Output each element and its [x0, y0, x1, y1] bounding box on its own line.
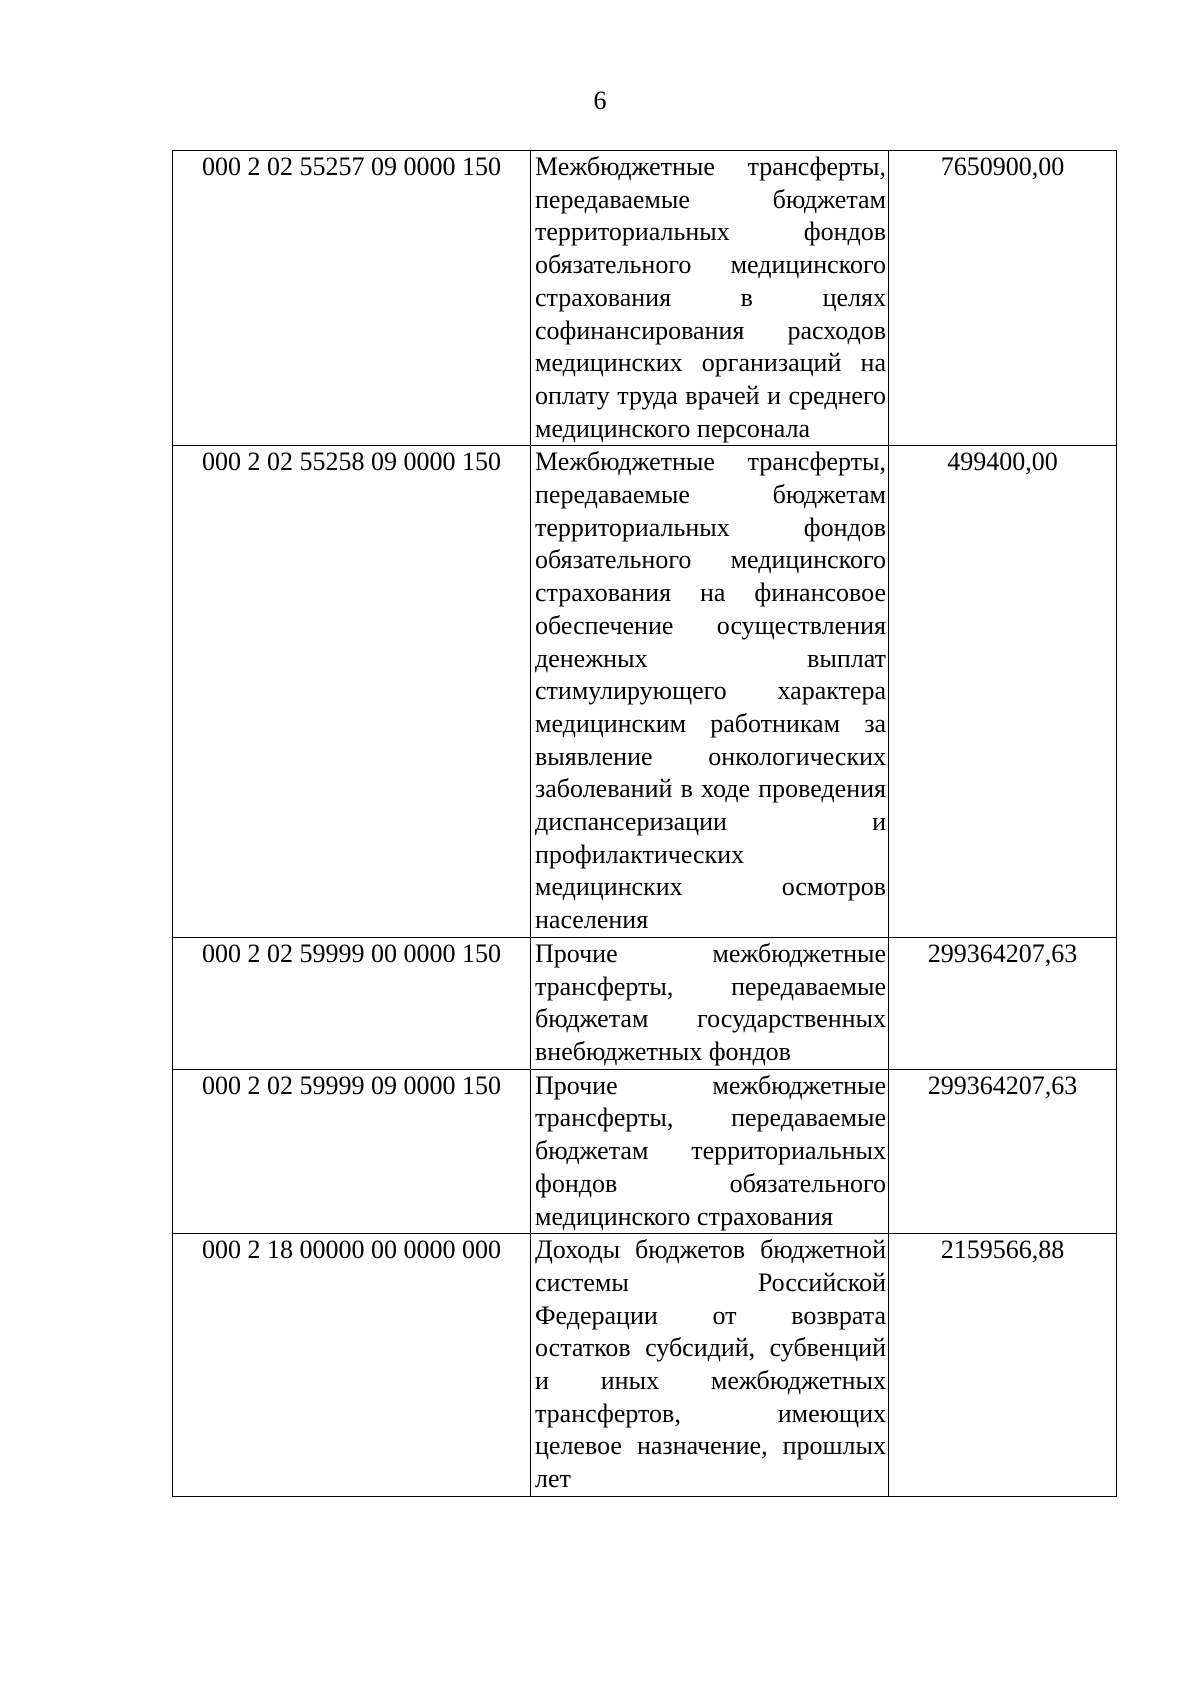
- revenue-name: Доходы бюджетов бюджетной системы Российской Федерации от возврата остатков субсидий, субвенций и иных межбюджетных трансфертов, имеющих целевое назначение, прошлых лет: [531, 1234, 889, 1497]
- table-row: [173, 151, 1117, 446]
- amount-value: 299364207,63: [889, 937, 1117, 1069]
- table-row: [173, 1234, 1117, 1497]
- revenue-name: Межбюджетные трансферты, передаваемые бюджетам территориальных фондов обязательного медицинского страхования в целях софинансирования расходов медицинских организаций на оплату труда врачей и среднего медицинского персонала: [531, 151, 889, 446]
- amount-value: 499400,00: [889, 446, 1117, 938]
- revenue-name: Прочие межбюджетные трансферты, передаваемые бюджетам территориальных фондов обязательного медицинского страхования: [531, 1069, 889, 1234]
- budget-classification-code: 000 2 02 55257 09 0000 150: [173, 151, 531, 446]
- table-row: [173, 937, 1117, 1069]
- table-row: [173, 446, 1117, 938]
- amount-value: 2159566,88: [889, 1234, 1117, 1497]
- revenue-name: Межбюджетные трансферты, передаваемые бюджетам территориальных фондов обязательного медицинского страхования на финансовое обеспечение осуществления денежных выплат стимулирующего характера медицинским работникам за выявление онкологических заболеваний в ходе проведения диспансеризации и профилактических медицинских осмотров населения: [531, 446, 889, 938]
- budget-classification-code: 000 2 02 55258 09 0000 150: [173, 446, 531, 938]
- budget-revenue-table: [172, 150, 1117, 1497]
- amount-value: 299364207,63: [889, 1069, 1117, 1234]
- page-number: 6: [593, 86, 607, 115]
- budget-classification-code: 000 2 02 59999 00 0000 150: [173, 937, 531, 1069]
- table-row: [173, 1069, 1117, 1234]
- revenue-name: Прочие межбюджетные трансферты, передаваемые бюджетам государственных внебюджетных фондов: [531, 937, 889, 1069]
- amount-value: 7650900,00: [889, 151, 1117, 446]
- budget-classification-code: 000 2 02 59999 09 0000 150: [173, 1069, 531, 1234]
- budget-classification-code: 000 2 18 00000 00 0000 000: [173, 1234, 531, 1497]
